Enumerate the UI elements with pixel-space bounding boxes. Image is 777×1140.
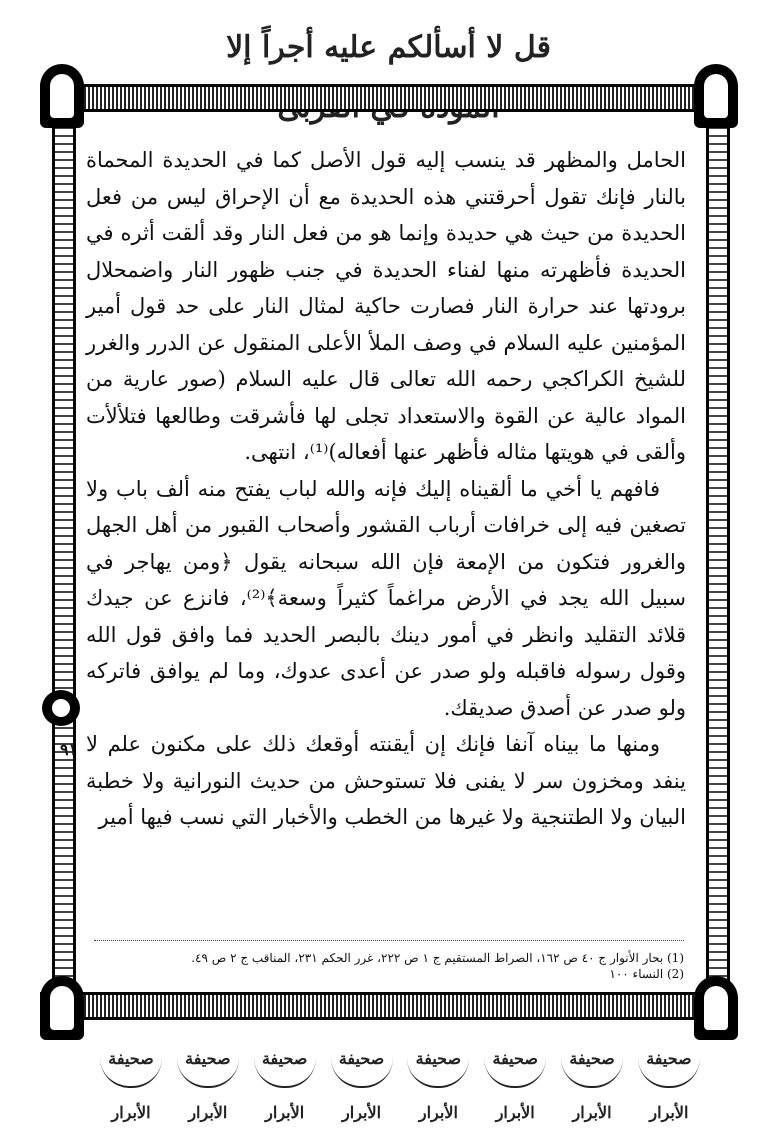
emblem-logo: صحيفة الأبرار: [331, 1032, 393, 1088]
footnote: (2) النساء ١٠٠: [609, 967, 684, 981]
corner-ornament-icon: [40, 64, 84, 128]
footnote: (1) بحار الأنوار ج ٤٠ ص ١٦٢، الصراط المستقيم ج ١ ص ٢٢٢، غرر الحكم ٢٣١، المناقب ج ٢ ص ٤٩.: [191, 951, 684, 965]
paragraph: ومنها ما بيناه آنفا فإنك إن أيقنته أوقعك ذلك على مكنون علم لا ينفد ومخزون سر لا يفنى فلا تستوحش من حديث النورانية ولا خطبة البيان ولا الطتنجية ولا غيرها من الخطب والأخبار التي نسب فيها أمير: [86, 732, 686, 829]
emblem-logo: صحيفة الأبرار: [177, 1032, 239, 1088]
emblem-logo: صحيفة الأبرار: [254, 1032, 316, 1088]
emblem-logo: صحيفة الأبرار: [484, 1032, 546, 1088]
body-text: [86, 142, 686, 836]
footnotes: [94, 950, 684, 982]
corner-ornament-icon: [694, 976, 738, 1040]
emblem-logo: صحيفة الأبرار: [100, 1032, 162, 1088]
emblem-logo: صحيفة الأبرار: [407, 1032, 469, 1088]
frame-bottom-border: [40, 992, 737, 1020]
side-ornament-icon: [42, 690, 80, 726]
frame-left-border: [52, 105, 76, 995]
frame-top-border: [40, 84, 737, 112]
paragraph: فافهم يا أخي ما ألقيناه إليك فإنه والله لباب يفتح منه ألف باب ولا تصغين فيه إلى خرافات أرباب القشور وأصحاب القبور من أهل الجهل والغرور فتكون من الإمعة فإن الله سبحانه يقول ﴿ومن يهاجر في سبيل الله يجد في الأرض مراغماً كثيراً وسعة﴾⁽²⁾، فانزع عن جيدك قلائد التقليد وانظر في أمور دينك بالبصر الحديد فما وافق قول الله وقول رسوله فاقبله ولو صدر عن أعدى عدوك، وما لم يوافق فاتركه ولو صدر عن أصدق صديقك.: [86, 476, 686, 720]
paragraph: الحامل والمظهر قد ينسب إليه قول الأصل كما في الحديدة المحماة بالنار فإنك تقول أحرقتني هذه الحديدة مع أن الإحراق ليس من فعل الحديدة من حيث هي حديدة وإنما هو من فعل النار وقد ألقت أثره في الحديدة فأظهرته منها لفناء الحديدة في جنب ظهور النار واضمحلال برودتها عند حرارة النار فصارت حاكية لمثال النار على حد قول أمير المؤمنين عليه السلام في وصف الملأ الأعلى المنقول عن الدرر والغرر للشيخ الكراكجي رحمه الله تعالى قال عليه السلام (صور عارية من المواد عالية عن القوة والاستعداد تجلى لها فأشرقت وطالعها فتلألأت وألقى في هويتها مثاله فأظهر عنها أفعاله)⁽¹⁾، انتهى.: [86, 148, 686, 464]
corner-ornament-icon: [40, 976, 84, 1040]
footnote-separator: [94, 940, 684, 941]
page-number: ٩١: [60, 740, 78, 759]
frame-right-border: [706, 105, 730, 995]
corner-ornament-icon: [694, 64, 738, 128]
emblem-logo: صحيفة الأبرار: [561, 1032, 623, 1088]
emblem-logo: صحيفة الأبرار: [638, 1032, 700, 1088]
page-header-title: قل لا أسألكم عليه أجراً إلا: [226, 30, 551, 65]
bottom-emblem-strip: [100, 1030, 700, 1122]
